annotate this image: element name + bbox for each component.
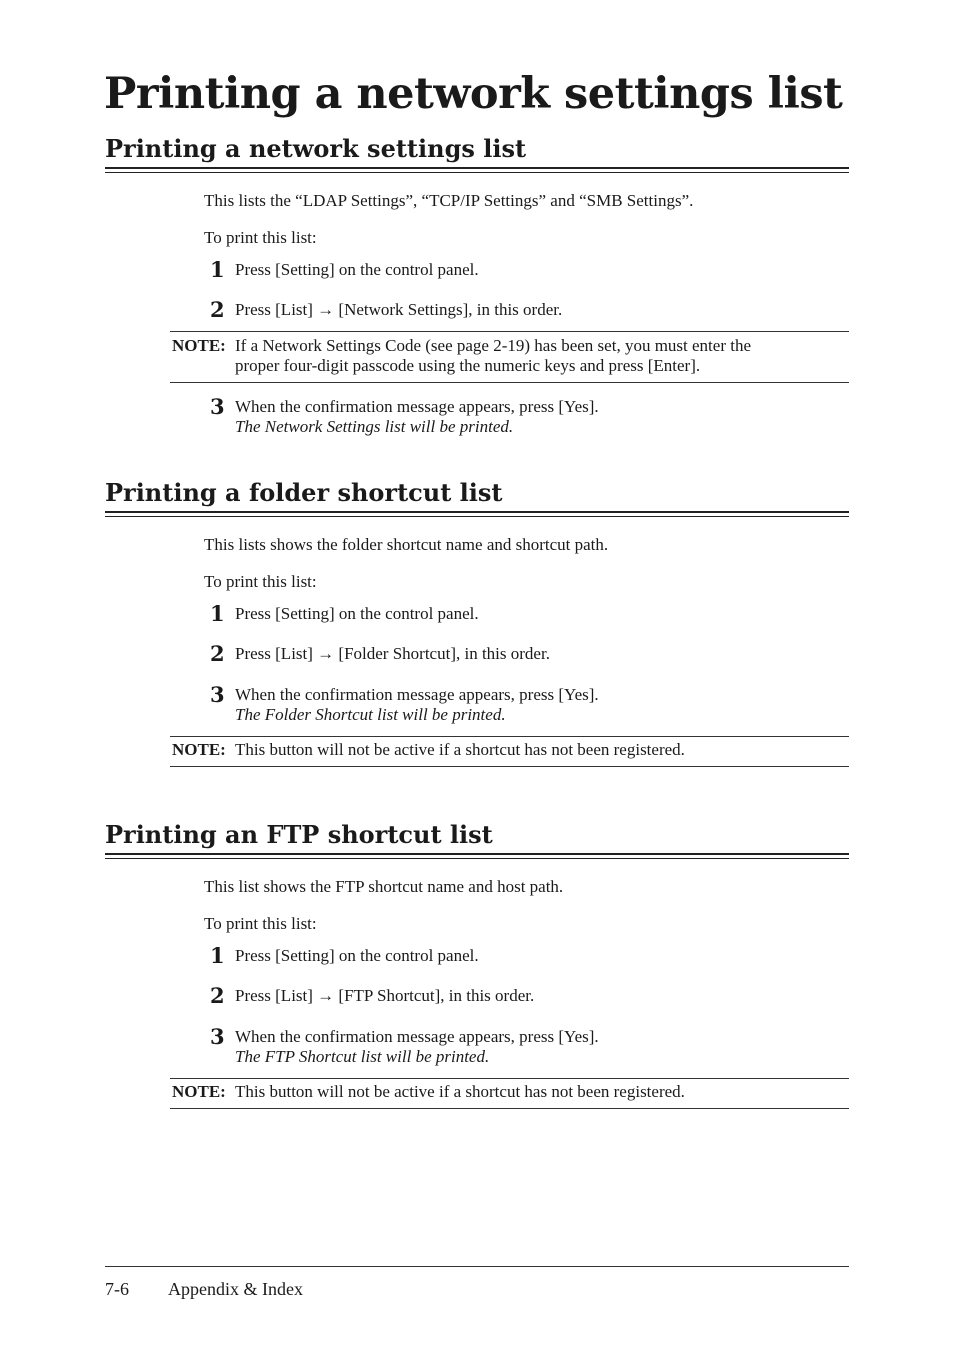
- note-top-rule: [170, 331, 849, 332]
- step-number: 3: [210, 682, 225, 707]
- step-text: When the confirmation message appears, press [Yes].: [235, 397, 599, 416]
- step-result: [235, 1047, 489, 1067]
- note-label: NOTE:: [172, 336, 226, 355]
- footer-section-title: Appendix & Index: [168, 1279, 303, 1299]
- step-text: When the confirmation message appears, press [Yes].: [235, 1027, 599, 1046]
- note-bottom-rule: [170, 1108, 849, 1109]
- intro-text: This lists the “LDAP Settings”, “TCP/IP Settings” and “SMB Settings”.: [204, 191, 694, 210]
- note-top-rule: [170, 1078, 849, 1079]
- footer-rule: [105, 1266, 849, 1267]
- section-heading-network-settings: Printing a network settings list: [105, 134, 527, 163]
- step-result-italic: The Network Settings list will be printed.: [235, 417, 514, 436]
- step-number: 2: [210, 983, 225, 1008]
- step-number: 1: [210, 943, 225, 968]
- section-rule: [105, 853, 849, 859]
- intro-text: This list shows the FTP shortcut name and host path.: [204, 877, 564, 896]
- section-heading-ftp-shortcut: Printing an FTP shortcut list: [105, 820, 493, 849]
- intro-text: This lists shows the folder shortcut name and shortcut path.: [204, 535, 609, 554]
- note-text: If a Network Settings Code (see page 2-19) has been set, you must enter the: [235, 336, 751, 355]
- to-print-label: To print this list:: [204, 228, 317, 247]
- note-bottom-rule: [170, 382, 849, 383]
- step-number: 1: [210, 601, 225, 626]
- step-text: Press [List] → [Folder Shortcut], in this order.: [235, 644, 550, 663]
- note-bottom-rule: [170, 766, 849, 767]
- page-title: Printing a network settings list: [104, 69, 843, 119]
- section-heading-folder-shortcut: Printing a folder shortcut list: [105, 478, 503, 507]
- step-result-italic: The Folder Shortcut list will be printed.: [235, 705, 506, 724]
- to-print-label: To print this list:: [204, 914, 317, 933]
- note-label: NOTE:: [172, 740, 226, 759]
- step-number: 3: [210, 394, 225, 419]
- step-result: [235, 417, 513, 437]
- step-text: When the confirmation message appears, press [Yes].: [235, 685, 599, 704]
- step-text: Press [Setting] on the control panel.: [235, 260, 479, 279]
- step-text: Press [Setting] on the control panel.: [235, 604, 479, 623]
- step-result-italic: The FTP Shortcut list will be printed.: [235, 1047, 490, 1066]
- section-rule: [105, 167, 849, 173]
- step-text: Press [List] → [FTP Shortcut], in this order.: [235, 986, 535, 1005]
- step-number: 3: [210, 1024, 225, 1049]
- to-print-label: To print this list:: [204, 572, 317, 591]
- note-text: proper four-digit passcode using the numeric keys and press [Enter].: [235, 356, 701, 375]
- note-text: This button will not be active if a shortcut has not been registered.: [235, 740, 685, 759]
- step-result: [235, 705, 506, 725]
- note-top-rule: [170, 736, 849, 737]
- footer-page-number: 7-6: [105, 1279, 129, 1299]
- step-number: 2: [210, 641, 225, 666]
- step-number: 1: [210, 257, 225, 282]
- note-label: NOTE:: [172, 1082, 226, 1101]
- section-rule: [105, 511, 849, 517]
- step-text: Press [Setting] on the control panel.: [235, 946, 479, 965]
- step-number: 2: [210, 297, 225, 322]
- step-text: Press [List] → [Network Settings], in this order.: [235, 300, 563, 319]
- note-text: This button will not be active if a shortcut has not been registered.: [235, 1082, 685, 1101]
